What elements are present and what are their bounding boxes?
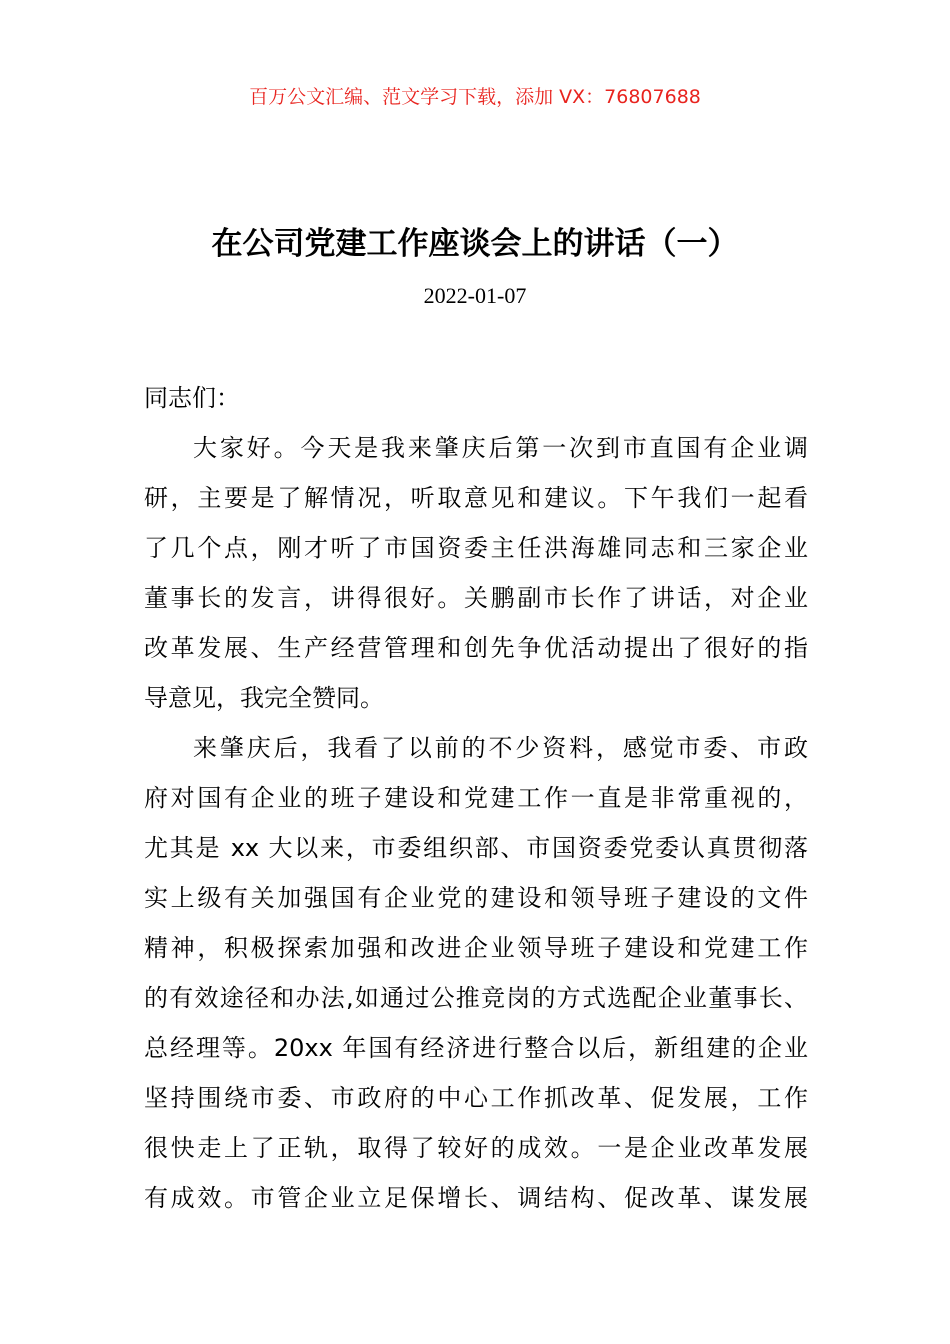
paragraph-line: 很快走上了正轨，取得了较好的成效。一是企业改革发展 [144,1134,808,1162]
document-date: 2022-01-07 [423,283,527,308]
header-banner: 百万公文汇编、范文学习下载，添加 VX：76807688 [249,86,701,108]
paragraph-line: 有成效。市管企业立足保增长、调结构、促改革、谋发展 [144,1184,808,1212]
paragraph-line: 大家好。今天是我来肇庆后第一次到市直国有企业调 [193,434,808,462]
paragraph-line: 尤其是 xx 大以来，市委组织部、市国资委党委认真贯彻落 [144,834,808,862]
salutation: 同志们： [144,384,240,412]
paragraph-line: 实上级有关加强国有企业党的建设和领导班子建设的文件 [144,884,808,912]
paragraph-line: 来肇庆后，我看了以前的不少资料，感觉市委、市政 [193,734,808,762]
paragraph-line: 研，主要是了解情况，听取意见和建议。下午我们一起看 [144,484,808,512]
document-title: 在公司党建工作座谈会上的讲话（一） [211,226,739,262]
paragraph-line: 导意见，我完全赞同。 [144,684,384,712]
paragraph-line: 的有效途径和办法,如通过公推竞岗的方式选配企业董事长、 [144,984,808,1012]
paragraph-line: 精神，积极探索加强和改进企业领导班子建设和党建工作 [144,934,808,962]
paragraph-line: 了几个点，刚才听了市国资委主任洪海雄同志和三家企业 [144,534,808,562]
paragraph-line: 改革发展、生产经营管理和创先争优活动提出了很好的指 [144,634,808,662]
paragraph-line: 坚持围绕市委、市政府的中心工作抓改革、促发展，工作 [144,1084,808,1112]
document-body [144,373,808,1223]
paragraph-line: 府对国有企业的班子建设和党建工作一直是非常重视的， [144,784,808,812]
paragraph-line: 总经理等。20xx 年国有经济进行整合以后，新组建的企业 [144,1034,808,1062]
paragraph-line: 董事长的发言，讲得很好。关鹏副市长作了讲话，对企业 [144,584,808,612]
